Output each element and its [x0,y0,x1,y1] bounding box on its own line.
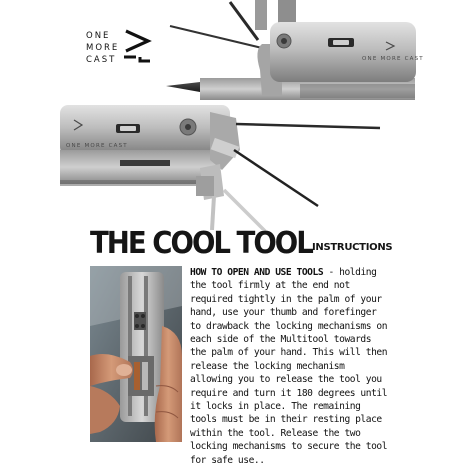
page-title: THE COOL TOOL [90,226,312,261]
brand-word-more: MORE [86,43,120,53]
instructions-text [190,266,390,467]
tool-engraving-bottom: ONE MORE CAST [66,143,128,149]
multitool-photo [0,0,474,230]
brand-word-one: ONE [86,31,111,41]
hand-holding-tool-photo [90,266,182,442]
brand-word-cast: CAST [86,55,117,65]
heading-row [90,226,393,266]
tool-engraving-top: ONE MORE CAST [362,56,424,62]
page-subtitle: INSTRUCTIONS [312,242,393,253]
instructions-lead: HOW TO OPEN AND USE TOOLS [190,267,324,278]
instructions-body: - holding the tool firmly at the end not required tightly in the palm of your hand, use your thumb and forefinger to drawback the locking mechanisms on each side of the Multitool towards the palm of your hand. This will then release the locking mechanism allowing you to release the tool you require and turn it 180 degrees until it locks in place. The remaining tools must be in their resting place within the tool. Release the two locking mechanisms to secure the tool for safe use.. [190,267,388,466]
